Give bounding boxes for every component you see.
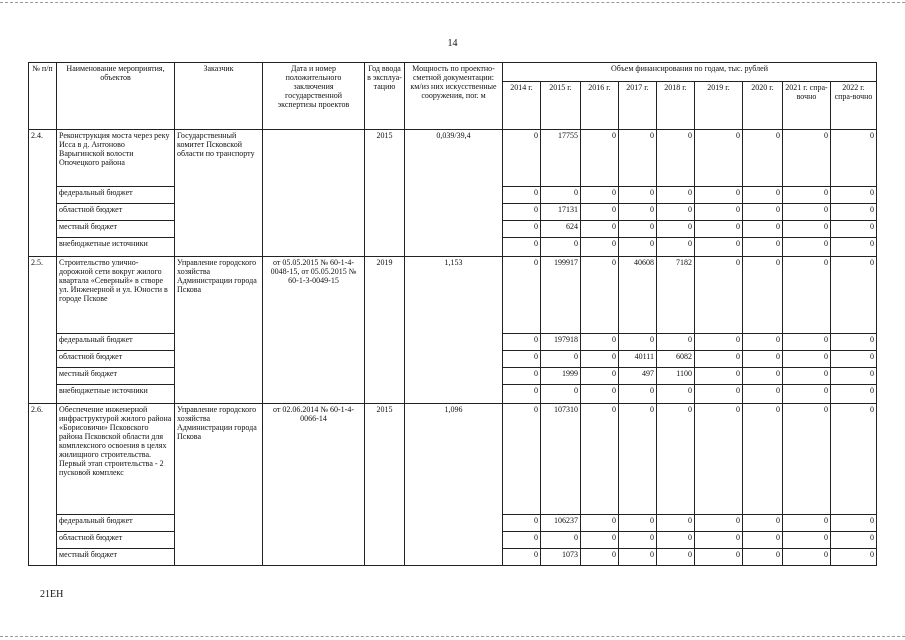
sub-label: внебюджетные источники [57, 385, 175, 404]
header-funding: Объем финансирования по годам, тыс. рублей [503, 63, 877, 82]
cell-value: 0 [695, 334, 743, 351]
cell-value: 0 [619, 549, 657, 566]
cell-value: 0 [503, 221, 541, 238]
cell-value: 0 [541, 532, 581, 549]
sub-label: местный бюджет [57, 221, 175, 238]
row-expertise [263, 130, 365, 257]
sub-label: местный бюджет [57, 368, 175, 385]
cell-value: 107310 [541, 404, 581, 515]
row-year: 2019 [365, 257, 405, 404]
cell-value: 0 [783, 187, 831, 204]
sub-label: федеральный бюджет [57, 334, 175, 351]
row-expertise: от 05.05.2015 № 60-1-4-0048-15, от 05.05.2015 № 60-1-3-0049-15 [263, 257, 365, 404]
cell-value: 0 [503, 130, 541, 187]
row-name: Строительство улично-дорожной сети вокруг жилого квартала «Северный» в створе ул. Инженерной и ул. Юности в городе Пскове [57, 257, 175, 334]
row-year: 2015 [365, 404, 405, 566]
cell-value: 0 [503, 257, 541, 334]
cell-value: 0 [657, 549, 695, 566]
cell-value: 0 [831, 334, 877, 351]
row-customer: Управление городского хозяйства Администрации города Пскова [175, 404, 263, 566]
cell-value: 0 [695, 549, 743, 566]
cell-value: 0 [831, 221, 877, 238]
cell-value: 0 [619, 385, 657, 404]
sub-label: федеральный бюджет [57, 515, 175, 532]
cell-value: 0 [503, 515, 541, 532]
cell-value: 0 [581, 515, 619, 532]
header-year-col: 2019 г. [695, 82, 743, 130]
cell-value: 0 [831, 385, 877, 404]
cell-value: 0 [541, 238, 581, 257]
cell-value: 0 [743, 404, 783, 515]
cell-value: 0 [695, 385, 743, 404]
cell-value: 0 [783, 221, 831, 238]
header-name: Наименование мероприятия, объектов [57, 63, 175, 130]
cell-value: 0 [743, 549, 783, 566]
row-expertise: от 02.06.2014 № 60-1-4-0066-14 [263, 404, 365, 566]
table-body [29, 130, 877, 566]
row-year: 2015 [365, 130, 405, 257]
cell-value: 0 [743, 515, 783, 532]
cell-value: 0 [695, 204, 743, 221]
cell-value: 0 [619, 238, 657, 257]
cell-value: 0 [541, 351, 581, 368]
cell-value: 0 [783, 368, 831, 385]
row-name: Реконструкция моста через реку Исса в д. Антоново Варыгинской волости Опочецкого района [57, 130, 175, 187]
cell-value: 0 [657, 385, 695, 404]
cell-value: 0 [831, 404, 877, 515]
cell-value: 0 [831, 368, 877, 385]
financing-table [28, 62, 877, 566]
cell-value: 0 [695, 532, 743, 549]
sub-label: местный бюджет [57, 549, 175, 566]
cell-value: 0 [503, 204, 541, 221]
cell-value: 0 [783, 404, 831, 515]
row-capacity: 0,039/39,4 [405, 130, 503, 257]
cell-value: 0 [503, 238, 541, 257]
cell-value: 0 [831, 532, 877, 549]
row-customer: Государственный комитет Псковской области по транспорту [175, 130, 263, 257]
cell-value: 0 [619, 204, 657, 221]
cell-value: 1073 [541, 549, 581, 566]
cell-value: 0 [783, 257, 831, 334]
cell-value: 0 [743, 368, 783, 385]
cell-value: 0 [743, 351, 783, 368]
document-code: 21EH [40, 589, 64, 600]
cell-value: 197918 [541, 334, 581, 351]
cell-value: 0 [503, 368, 541, 385]
cell-value: 0 [657, 187, 695, 204]
cell-value: 40608 [619, 257, 657, 334]
cell-value: 0 [831, 351, 877, 368]
cell-value: 0 [743, 187, 783, 204]
cell-value: 17755 [541, 130, 581, 187]
cell-value: 0 [657, 515, 695, 532]
cell-value: 0 [619, 187, 657, 204]
cell-value: 0 [783, 549, 831, 566]
cell-value: 0 [503, 385, 541, 404]
cell-value: 0 [783, 130, 831, 187]
row-num: 2.6. [29, 404, 57, 566]
cell-value: 0 [743, 532, 783, 549]
header-year-col: 2015 г. [541, 82, 581, 130]
cell-value: 0 [695, 238, 743, 257]
cell-value: 0 [619, 334, 657, 351]
cell-value: 106237 [541, 515, 581, 532]
cell-value: 17131 [541, 204, 581, 221]
header-year-col: 2018 г. [657, 82, 695, 130]
header-year-col: 2017 г. [619, 82, 657, 130]
cell-value: 0 [695, 257, 743, 334]
cell-value: 0 [743, 334, 783, 351]
cell-value: 0 [581, 385, 619, 404]
cell-value: 0 [831, 238, 877, 257]
cell-value: 0 [831, 549, 877, 566]
cell-value: 0 [581, 351, 619, 368]
table-row-main [29, 257, 877, 334]
cell-value: 0 [695, 130, 743, 187]
cell-value: 0 [503, 549, 541, 566]
scan-bottom-edge [0, 636, 905, 637]
cell-value: 0 [783, 532, 831, 549]
header-num: № п/п [29, 63, 57, 130]
cell-value: 0 [581, 334, 619, 351]
row-capacity: 1,096 [405, 404, 503, 566]
cell-value: 6082 [657, 351, 695, 368]
cell-value: 0 [783, 204, 831, 221]
sub-label: федеральный бюджет [57, 187, 175, 204]
cell-value: 0 [581, 130, 619, 187]
cell-value: 0 [581, 187, 619, 204]
header-year-col: 2020 г. [743, 82, 783, 130]
cell-value: 0 [581, 549, 619, 566]
cell-value: 0 [503, 351, 541, 368]
cell-value: 0 [581, 532, 619, 549]
scan-top-edge [0, 2, 905, 3]
table-row-main [29, 130, 877, 187]
cell-value: 40111 [619, 351, 657, 368]
cell-value: 0 [657, 238, 695, 257]
cell-value: 7182 [657, 257, 695, 334]
header-year-col: 2016 г. [581, 82, 619, 130]
sub-label: областной бюджет [57, 532, 175, 549]
cell-value: 0 [503, 532, 541, 549]
cell-value: 0 [581, 368, 619, 385]
cell-value: 0 [657, 334, 695, 351]
cell-value: 0 [581, 221, 619, 238]
cell-value: 0 [657, 204, 695, 221]
cell-value: 0 [581, 238, 619, 257]
cell-value: 0 [619, 221, 657, 238]
row-customer: Управление городского хозяйства Администрации города Пскова [175, 257, 263, 404]
page-number: 14 [447, 38, 458, 49]
cell-value: 0 [695, 515, 743, 532]
header-expertise: Дата и номер положительного заключения государственной экспертизы проектов [263, 63, 365, 130]
cell-value: 0 [619, 130, 657, 187]
header-year-col: 2022 г. спра-вочно [831, 82, 877, 130]
cell-value: 0 [831, 515, 877, 532]
cell-value: 0 [541, 187, 581, 204]
cell-value: 0 [657, 130, 695, 187]
header-customer: Заказчик [175, 63, 263, 130]
header-capacity: Мощность по проектно-сметной документации: км/из них искусственные сооружения, пог. м [405, 63, 503, 130]
cell-value: 0 [743, 385, 783, 404]
cell-value: 0 [783, 515, 831, 532]
row-num: 2.5. [29, 257, 57, 404]
cell-value: 0 [581, 257, 619, 334]
cell-value: 624 [541, 221, 581, 238]
cell-value: 0 [581, 204, 619, 221]
cell-value: 199917 [541, 257, 581, 334]
cell-value: 0 [619, 532, 657, 549]
cell-value: 0 [831, 204, 877, 221]
cell-value: 1999 [541, 368, 581, 385]
cell-value: 0 [783, 334, 831, 351]
cell-value: 1100 [657, 368, 695, 385]
cell-value: 0 [743, 221, 783, 238]
table-row-main [29, 404, 877, 515]
cell-value: 0 [695, 221, 743, 238]
cell-value: 0 [581, 404, 619, 515]
cell-value: 0 [503, 334, 541, 351]
sub-label: внебюджетные источники [57, 238, 175, 257]
cell-value: 0 [619, 404, 657, 515]
cell-value: 497 [619, 368, 657, 385]
header-year: Год ввода в эксплуа-тацию [365, 63, 405, 130]
cell-value: 0 [657, 404, 695, 515]
row-name: Обеспечение инженерной инфраструктурой жилого района «Борисовичи» Псковского района Псковской области для комплексного освоения в целях жилищного строительства. Первый этап строительства - 2 пусковой комплекс [57, 404, 175, 515]
cell-value: 0 [831, 187, 877, 204]
cell-value: 0 [831, 130, 877, 187]
cell-value: 0 [657, 221, 695, 238]
cell-value: 0 [619, 515, 657, 532]
header-year-col: 2021 г. спра-вочно [783, 82, 831, 130]
table-header [29, 63, 877, 130]
row-num: 2.4. [29, 130, 57, 257]
cell-value: 0 [743, 130, 783, 187]
row-capacity: 1,153 [405, 257, 503, 404]
cell-value: 0 [503, 187, 541, 204]
header-year-col: 2014 г. [503, 82, 541, 130]
cell-value: 0 [695, 187, 743, 204]
cell-value: 0 [657, 532, 695, 549]
cell-value: 0 [541, 385, 581, 404]
sub-label: областной бюджет [57, 351, 175, 368]
cell-value: 0 [783, 351, 831, 368]
cell-value: 0 [743, 257, 783, 334]
cell-value: 0 [503, 404, 541, 515]
sub-label: областной бюджет [57, 204, 175, 221]
cell-value: 0 [695, 404, 743, 515]
cell-value: 0 [695, 368, 743, 385]
cell-value: 0 [783, 385, 831, 404]
cell-value: 0 [783, 238, 831, 257]
cell-value: 0 [831, 257, 877, 334]
cell-value: 0 [743, 238, 783, 257]
cell-value: 0 [743, 204, 783, 221]
cell-value: 0 [695, 351, 743, 368]
